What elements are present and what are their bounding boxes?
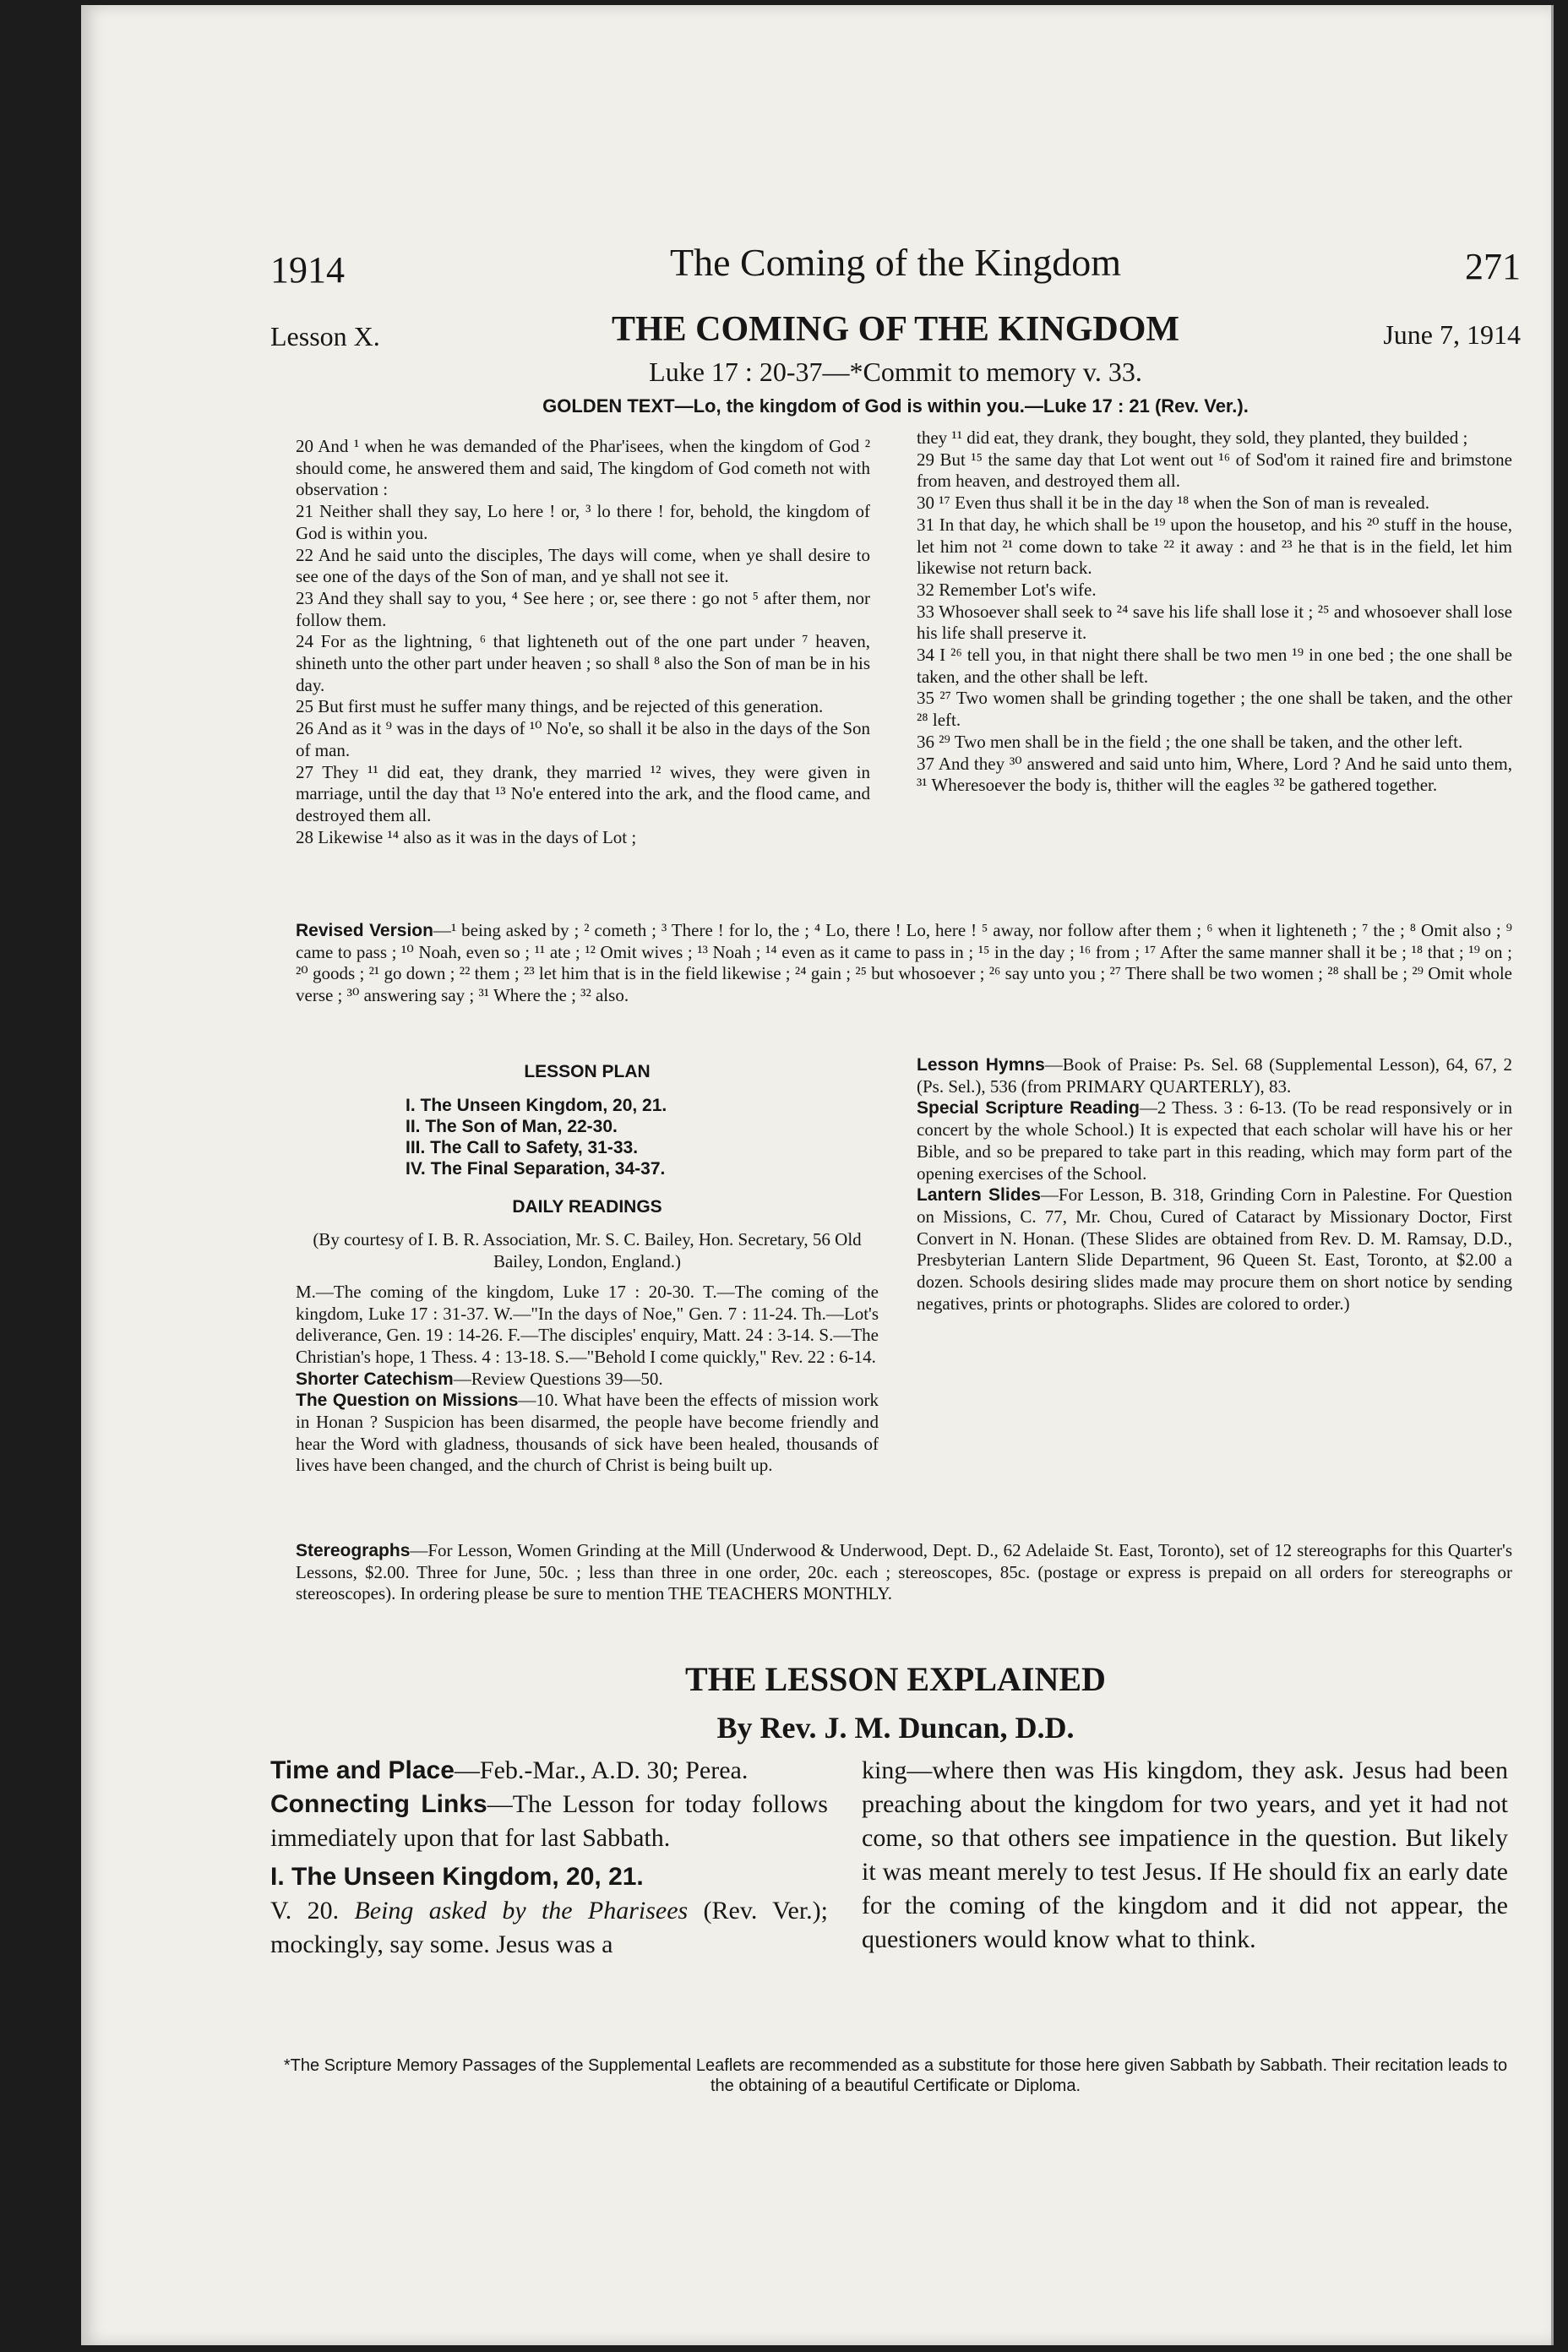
- lesson-hymns-text: —Book of Praise: Ps. Sel. 68 (Supplemental Lesson), 64, 67, 2 (Ps. Sel.), 536 (from PRIMARY QUARTERLY), 83.: [917, 1054, 1512, 1097]
- lesson-plan-item: IV. The Final Separation, 34-37.: [406, 1158, 666, 1179]
- scripture-reference: Luke 17 : 20-37—*Commit to memory v. 33.: [649, 357, 1142, 387]
- verse-22: 22 And he said unto the disciples, The days will come, when ye shall desire to see one of the days of the Son of man, and ye shall not see it.: [296, 544, 870, 587]
- verse-28: 28 Likewise ¹⁴ also as it was in the days of Lot ;: [296, 826, 637, 847]
- daily-readings-heading: DAILY READINGS: [512, 1196, 662, 1217]
- lesson-hymns: [917, 1054, 1512, 1097]
- stereographs-notice: [296, 1540, 1512, 1605]
- verse-27: 27 They ¹¹ did eat, they drank, they married ¹² wives, they were given in marriage, until the day that ¹³ No'e entered into the ark, and the flood came, and destroyed them all.: [296, 761, 870, 825]
- stereographs-text: —For Lesson, Women Grinding at the Mill (Underwood & Underwood, Dept. D., 62 Adelaide St. East, Toronto), set of 12 stereographs for this Quarter's Lessons, $2.00. Three for June, 50c. ; less than three in one order, 20c. each ; stereoscopes, 85c. (postage or express is prepaid on all orders for stereographs or stereoscopes). In ordering please be sure to mention THE TEACHERS MONTHLY.: [296, 1540, 1512, 1604]
- lesson-aids-column: [917, 1054, 1512, 1315]
- lesson-plan-item: III. The Call to Safety, 31-33.: [406, 1137, 639, 1157]
- verse-20-comment: [270, 1894, 828, 1962]
- footnote: *The Scripture Memory Passages of the Supplemental Leaflets are recommended as a substitute for those here given Sabbath by Sabbath. Their recitation leads to the obtaining of a beautiful Certificate or Diploma.: [283, 2056, 1508, 2095]
- explanation-right-text: king—where then was His kingdom, they ask. Jesus had been preaching about the kingdom for two years, and yet it had not come, so that others see impatience in the question. But likely it was meant merely to test Jesus. If He should fix an early date for the coming of the kingdom and it did not appear, the questioners would know what to think.: [862, 1756, 1508, 1953]
- stereographs-label: Stereographs: [296, 1541, 411, 1560]
- running-head-year: 1914: [270, 249, 345, 291]
- lesson-number: Lesson X.: [270, 321, 380, 351]
- verse-33: 33 Whosoever shall seek to ²⁴ save his life shall lose it ; ²⁵ and whosoever shall lose his life shall preserve it.: [917, 601, 1512, 644]
- special-scripture-reading: [917, 1097, 1512, 1184]
- lantern-slides-label: Lantern Slides: [917, 1185, 1041, 1206]
- question-on-missions-text: —10. What have been the effects of mission work in Honan ? Suspicion has been disarmed, the people have become friendly and hear the Word with gladness, thousands of sick have been healed, thousands of lives have been changed, and the church of Christ is being built up.: [296, 1390, 879, 1476]
- verse-35: 35 ²⁷ Two women shall be grinding together ; the one shall be taken, and the other ²⁸ left.: [917, 688, 1512, 731]
- lesson-plan-column: [296, 1061, 879, 1477]
- time-and-place-label: Time and Place: [270, 1756, 455, 1784]
- verse-28-cont: they ¹¹ did eat, they drank, they bought, they sold, they planted, they builded ;: [917, 427, 1468, 448]
- lesson-title: THE COMING OF THE KINGDOM: [611, 310, 1180, 349]
- special-scripture-label: Special Scripture Reading: [917, 1098, 1140, 1119]
- lesson-hymns-label: Lesson Hymns: [917, 1055, 1045, 1075]
- explanation-section-heading: I. The Unseen Kingdom, 20, 21.: [270, 1863, 644, 1891]
- page-number: 271: [1465, 246, 1521, 287]
- lesson-plan-item: I. The Unseen Kingdom, 20, 21.: [406, 1095, 667, 1115]
- verse-20-italic: Being asked by the Pharisees: [354, 1897, 689, 1925]
- verse-36: 36 ²⁹ Two men shall be in the field ; the one shall be taken, and the other left.: [917, 731, 1463, 752]
- lesson-date: June 7, 1914: [1383, 319, 1521, 350]
- explanation-right-column: [862, 1754, 1508, 1957]
- verse-20-text: (Rev. Ver.); mockingly, say some. Jesus was a: [270, 1897, 828, 1958]
- lesson-plan-heading: LESSON PLAN: [524, 1062, 651, 1081]
- question-on-missions-label: The Question on Missions: [296, 1391, 519, 1411]
- verse-25: 25 But first must he suffer many things, and be rejected of this generation.: [296, 696, 824, 717]
- connecting-links-text: —The Lesson for today follows immediately upon that for last Sabbath.: [270, 1790, 828, 1852]
- connecting-links: [270, 1788, 828, 1855]
- verse-29: 29 But ¹⁵ the same day that Lot went out ¹⁶ of Sod'om it rained fire and brimstone from heaven, and destroyed them all.: [917, 449, 1512, 492]
- special-scripture-text: —2 Thess. 3 : 6-13. (To be read responsively or in concert by the whole School.) It is expected that each scholar will have his or her Bible, and so be prepared to take part in this reading, which may form part of the opening exercises of the School.: [917, 1097, 1512, 1184]
- lesson-explained-author: By Rev. J. M. Duncan, D.D.: [716, 1711, 1075, 1745]
- shorter-catechism-text: —Review Questions 39—50.: [453, 1368, 663, 1389]
- running-head: [270, 233, 1521, 292]
- running-head-title: The Coming of the Kingdom: [669, 241, 1122, 284]
- verses-left-column: [296, 436, 870, 848]
- lesson-plan-item: II. The Son of Man, 22-30.: [406, 1116, 618, 1136]
- verse-32: 32 Remember Lot's wife.: [917, 579, 1097, 600]
- verse-20: 20 And ¹ when he was demanded of the Phar'isees, when the kingdom of God ² should come, he answered them and said, The kingdom of God cometh not with observation :: [296, 436, 870, 500]
- golden-text: GOLDEN TEXT—Lo, the kingdom of God is within you.—Luke 17 : 21 (Rev. Ver.).: [542, 395, 1249, 416]
- verse-34: 34 I ²⁶ tell you, in that night there shall be two men ¹⁹ in one bed ; the one shall be taken, and the other shall be left.: [917, 645, 1512, 687]
- lesson-plan-list: [406, 1095, 879, 1179]
- verse-24: 24 For as the lightning, ⁶ that lighteneth out of the one part under ⁷ heaven, shineth unto the other part under heaven ; so shall ⁸ also the Son of man be in his day.: [296, 631, 870, 695]
- explanation-left-column: [270, 1754, 828, 1962]
- verse-26: 26 And as it ⁹ was in the days of ¹⁰ No'e, so shall it be also in the days of the Son of man.: [296, 718, 870, 760]
- verse-20-prefix: V. 20.: [270, 1897, 355, 1925]
- verse-23: 23 And they shall say to you, ⁴ See here ; or, see there : go not ⁵ after them, nor follow them.: [296, 587, 870, 630]
- shorter-catechism-label: Shorter Catechism: [296, 1369, 454, 1389]
- time-and-place-text: —Feb.-Mar., A.D. 30; Perea.: [454, 1756, 749, 1784]
- question-on-missions: [296, 1390, 879, 1477]
- revised-version-text: —¹ being asked by ; ² cometh ; ³ There ! for lo, the ; ⁴ Lo, there ! Lo, here ! ⁵ away, nor follow after them ; ⁶ when it lighteneth ; ⁷ the ; ⁸ Omit also ; ⁹ came to pass ; ¹⁰ Noah, even so ; ¹¹ ate ; ¹² Omit wives ; ¹³ Noah ; ¹⁴ even as it came to pass in ; ¹⁵ in the day ; ¹⁶ from ; ¹⁷ After the same manner shall it be ; ¹⁸ that ; ¹⁹ on ; ²⁰ goods ; ²¹ go down ; ²² them ; ²³ let him that is in the field likewise ; ²⁴ gain ; ²⁵ but whosoever ; ²⁶ say unto you ; ²⁷ There shall be two women ; ²⁸ shall be ; ²⁹ Omit whole verse ; ³⁰ answering say ; ³¹ Where the ; ³² also.: [296, 920, 1512, 1006]
- verse-21: 21 Neither shall they say, Lo here ! or, ³ lo there ! for, behold, the kingdom of God is within you.: [296, 501, 870, 543]
- lantern-slides: [917, 1184, 1512, 1315]
- verse-30: 30 ¹⁷ Even thus shall it be in the day ¹⁸ when the Son of man is revealed.: [917, 493, 1429, 514]
- verses-right-column: [917, 427, 1512, 797]
- verse-37: 37 And they ³⁰ answered and said unto him, Where, Lord ? And he said unto them, ³¹ Wheresoever the body is, thither will the eagles ³² be gathered together.: [917, 753, 1512, 796]
- revised-version-label: Revised Version: [296, 921, 433, 940]
- daily-readings-courtesy: (By courtesy of I. B. R. Association, Mr. S. C. Bailey, Hon. Secretary, 56 Old Bailey, London, England.): [313, 1229, 862, 1272]
- connecting-links-label: Connecting Links: [270, 1790, 487, 1818]
- time-and-place: [270, 1754, 828, 1788]
- lesson-explained-title: THE LESSON EXPLAINED: [685, 1660, 1106, 1698]
- shorter-catechism: [296, 1369, 879, 1391]
- revised-version-notes: [296, 920, 1512, 1007]
- daily-readings-text: M.—The coming of the kingdom, Luke 17 : 20-30. T.—The coming of the kingdom, Luke 17 : 31-37. W.—"In the days of Noe," Gen. 7 : 11-24. Th.—Lot's deliverance, Gen. 19 : 14-26. F.—The disciples' enquiry, Matt. 24 : 3-14. S.—The Christian's hope, 1 Thess. 4 : 13-18. S.—"Behold I come quickly," Rev. 22 : 6-14.: [296, 1281, 879, 1367]
- book-page: [81, 5, 1554, 2345]
- lantern-slides-text: —For Lesson, B. 318, Grinding Corn in Palestine. For Question on Missions, C. 77, Mr. Chou, Cured of Cataract by Missionary Doctor, First Convert in N. Honan. (These Slides are obtained from Rev. D. M. Ramsay, D.D., Presbyterian Lantern Slide Department, 96 Queen St. East, Toronto, at $2.00 a dozen. Schools desiring slides made may procure them on short notice by sending negatives, prints or photographs. Slides are colored to order.): [917, 1184, 1513, 1314]
- lesson-header: [270, 309, 1521, 357]
- verse-31: 31 In that day, he which shall be ¹⁹ upon the housetop, and his ²⁰ stuff in the house, let him not ²¹ come down to take ²² it away : and ²³ he that is in the field, let him likewise not return back.: [917, 514, 1512, 579]
